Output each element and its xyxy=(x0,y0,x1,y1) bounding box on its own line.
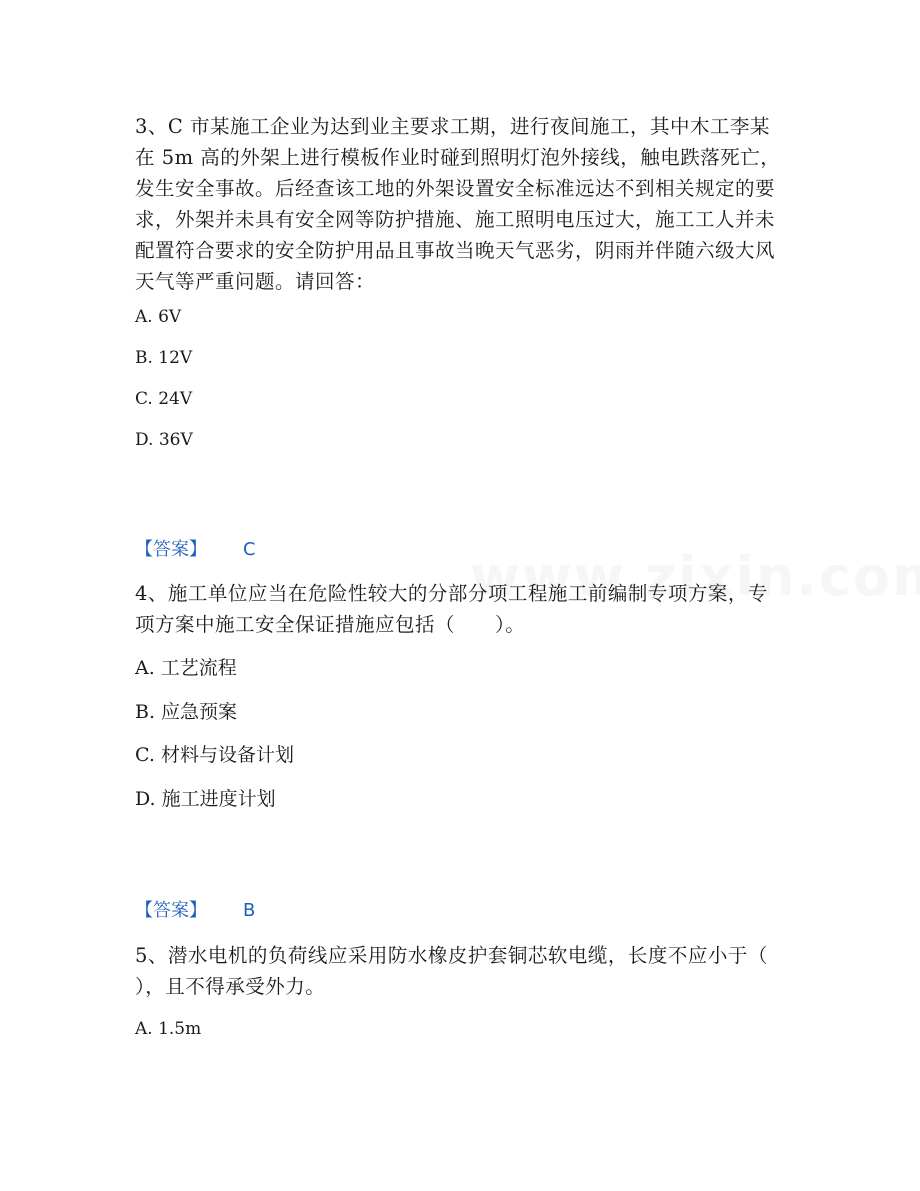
question-4-option-c: C. 材料与设备计划 xyxy=(135,744,294,766)
question-4-option-d: D. 施工进度计划 xyxy=(135,788,276,810)
question-4-answer xyxy=(135,899,255,923)
answer-label: 【答案】 xyxy=(135,900,207,921)
question-5-text: 5、潜水电机的负荷线应采用防水橡皮护套铜芯软电缆，长度不应小于（ ），且不得承受外力。 xyxy=(135,944,808,998)
question-4-text: 4、施工单位应当在危险性较大的分部分项工程施工前编制专项方案，专项方案中施工安全保证措施应包括（ ）。 xyxy=(135,582,768,636)
question-3-answer xyxy=(135,538,256,562)
question-3-option-d: D. 36V xyxy=(135,430,193,450)
question-3-option-b: B. 12V xyxy=(135,348,193,368)
question-3-text: 3、C 市某施工企业为达到业主要求工期，进行夜间施工，其中木工李某在 5m 高的外架上进行模板作业时碰到照明灯泡外接线，触电跌落死亡，发生安全事故。后经查该工地的外架设置安全标准远达不到相关规定的要求，外架并未具有安全网等防护措施、施工照明电压过大，施工工人并未配置符合要求的安全防护用品且事故当晚天气恶劣，阴雨并伴随六级大风天气等严重问题。请回答： xyxy=(135,115,781,293)
question-3-option-c: C. 24V xyxy=(135,389,193,409)
answer-label: 【答案】 xyxy=(135,539,207,560)
question-4-option-a: A. 工艺流程 xyxy=(135,657,237,679)
question-5-option-a: A. 1.5m xyxy=(135,1019,202,1039)
question-4-option-b: B. 应急预案 xyxy=(135,701,238,723)
answer-value: C xyxy=(243,539,256,560)
question-3-option-a: A. 6V xyxy=(135,307,182,327)
answer-value: B xyxy=(243,900,256,921)
